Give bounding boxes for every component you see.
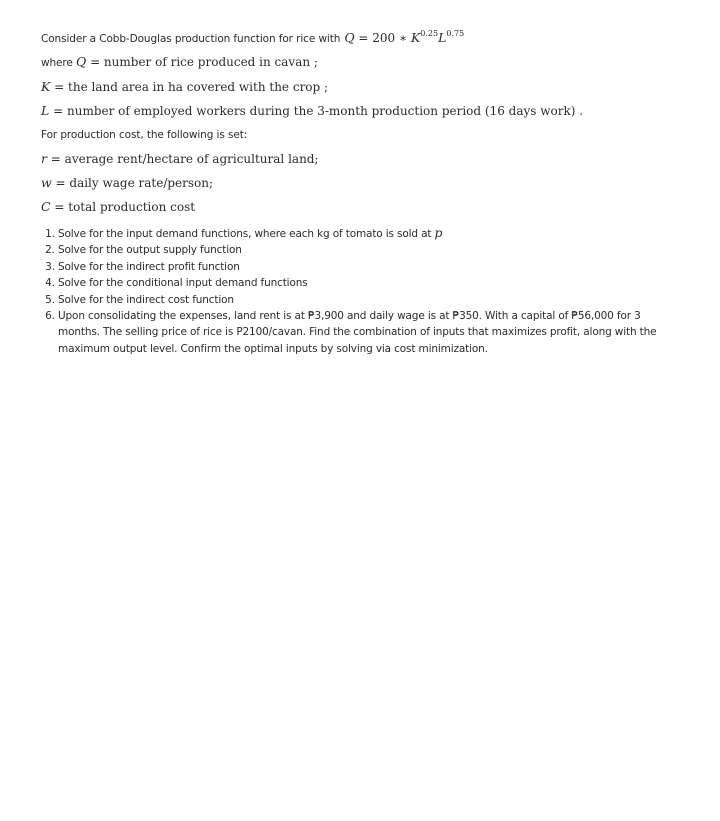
cost-definition-w xyxy=(41,175,681,191)
question-text: Solve for the input demand functions, where each kg of tomato is sold at xyxy=(58,228,435,240)
definition-text-q: = number of rice produced in cavan ; xyxy=(86,55,318,69)
cost-text-c: = total production cost xyxy=(50,200,196,214)
cost-var-w: w xyxy=(41,175,52,190)
question-text: Solve for the indirect profit function xyxy=(58,260,240,273)
definition-text-k: = the land area in ha covered with the crop ; xyxy=(50,80,329,94)
cost-text-r: = average rent/hectare of agricultural land; xyxy=(46,152,319,166)
intro-line xyxy=(41,30,681,47)
equation-k: K xyxy=(410,30,421,45)
definition-var-k: K xyxy=(41,79,51,94)
equation-constant: = 200 ∗ xyxy=(354,31,411,45)
cost-text-w: = daily wage rate/person; xyxy=(51,176,214,190)
definition-q xyxy=(41,54,681,71)
question-item xyxy=(58,225,681,242)
question-item xyxy=(58,275,681,291)
question-list xyxy=(41,225,681,357)
intro-text: Consider a Cobb-Douglas production function for rice with xyxy=(41,33,341,45)
exponent-k: 0.25 xyxy=(420,29,439,38)
problem-document xyxy=(41,30,681,357)
definition-text-l: = number of employed workers during the 3-month production period (16 days work) . xyxy=(49,104,584,118)
question-var-p: p xyxy=(434,225,443,240)
cost-var-c: C xyxy=(41,199,51,214)
definition-l xyxy=(41,103,681,119)
definition-k xyxy=(41,79,681,95)
definition-var-l: L xyxy=(41,103,50,118)
question-item xyxy=(58,308,681,357)
definition-var-q: Q xyxy=(76,54,87,69)
equation-q: Q xyxy=(344,30,355,45)
question-text: Solve for the indirect cost function xyxy=(58,293,234,306)
definition-prefix: where xyxy=(41,57,76,69)
exponent-l: 0.75 xyxy=(446,29,465,38)
cost-var-r: r xyxy=(41,151,47,166)
question-item xyxy=(58,242,681,258)
equation-l: L xyxy=(438,30,447,45)
question-text: Solve for the output supply function xyxy=(58,244,242,257)
question-item xyxy=(58,292,681,308)
question-text: Solve for the conditional input demand functions xyxy=(58,277,308,290)
cost-definition-r xyxy=(41,151,681,167)
question-item xyxy=(58,259,681,275)
question-text: Upon consolidating the expenses, land rent is at ₱3,900 and daily wage is at ₱350. With a capital of ₱56,000 for 3 months. The selling price of rice is P2100/cavan. Find the combination of inputs that maximizes profit, along with the maximum output level. Confirm the optimal inputs by solving via cost minimization. xyxy=(58,310,657,355)
cost-intro: For production cost, the following is set: xyxy=(41,129,248,141)
cost-definition-c xyxy=(41,199,681,215)
